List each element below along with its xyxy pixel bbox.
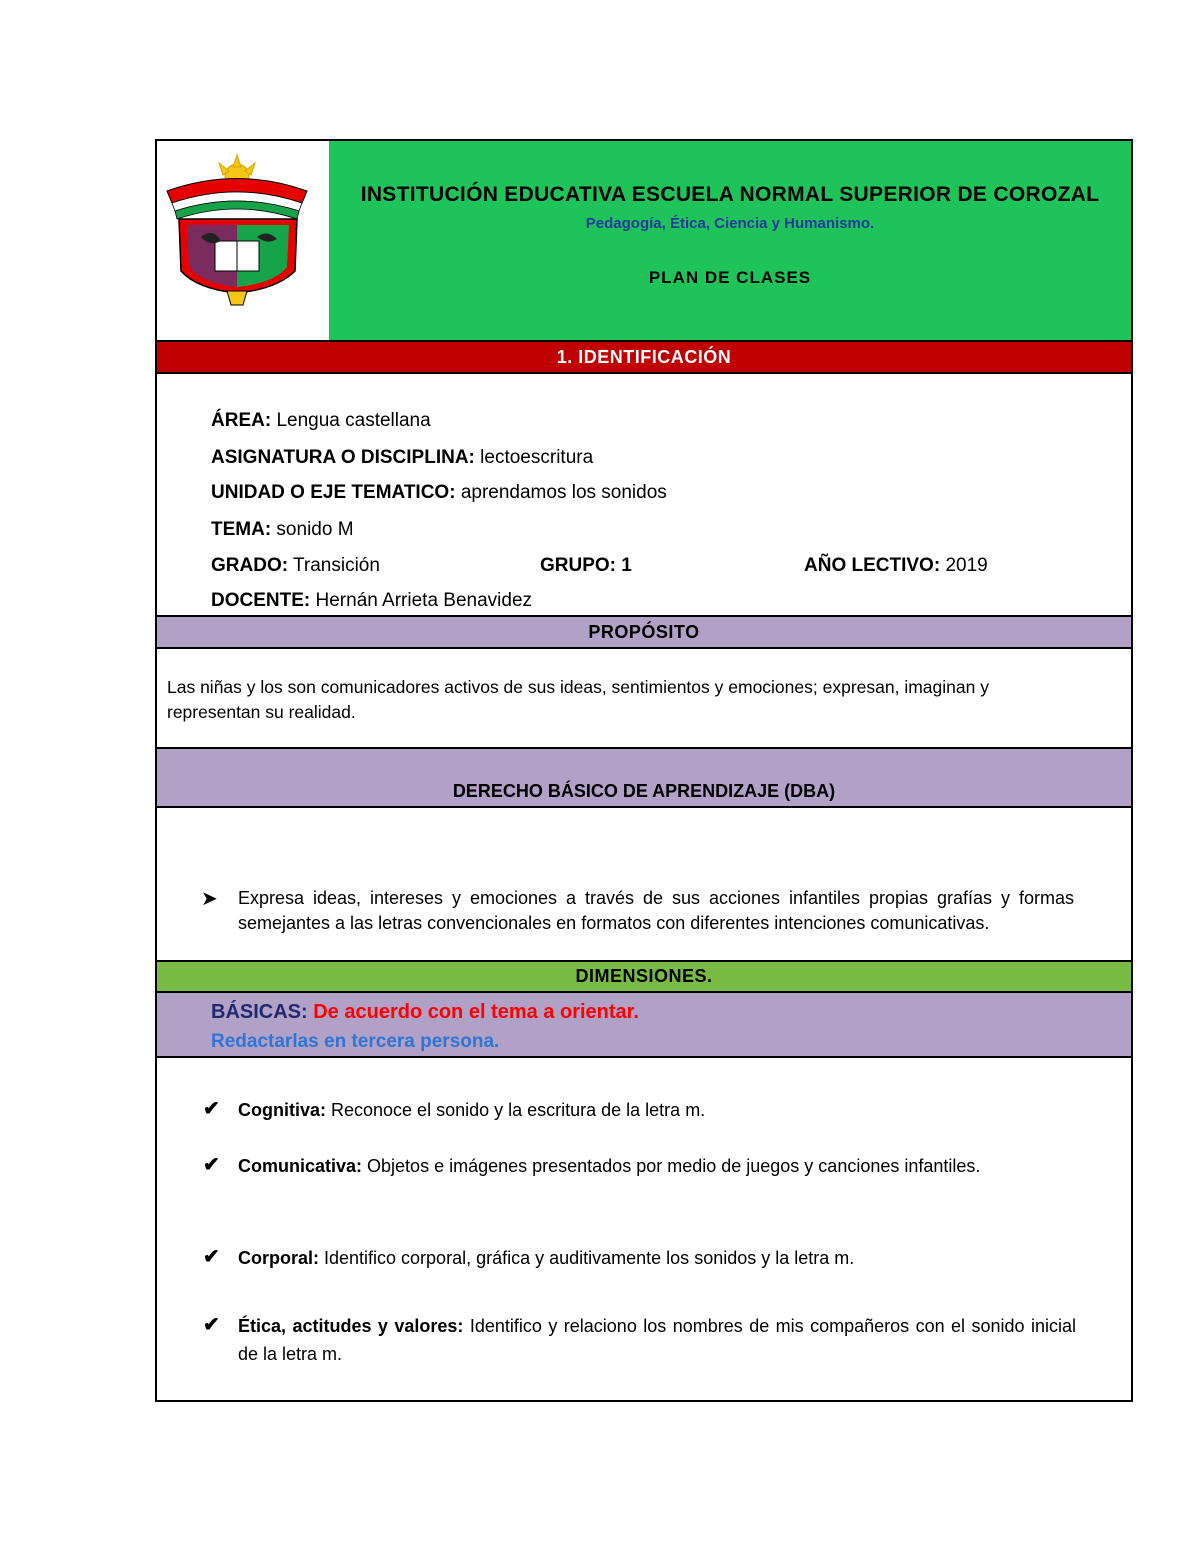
area-value: Lengua castellana [271,410,431,431]
institution-name: INSTITUCIÓN EDUCATIVA ESCUELA NORMAL SUPERIOR DE COROZAL [360,183,1100,206]
asignatura-row [211,447,593,469]
dimension-item-cognitiva [238,1096,1076,1124]
dba-bullet-text: Expresa ideas, intereses y emociones a través de sus acciones infantiles propias grafías y formas semejantes a las letras convencionales en formatos con diferentes intenciones comunicativas. [238,888,1074,933]
lesson-plan-document [155,139,1133,1402]
dimension-text: Identifico corporal, gráfica y auditivamente los sonidos y la letra m. [319,1248,855,1268]
checkmark-icon: ✔ [203,1246,220,1268]
area-label: ÁREA: [211,410,272,431]
basicas-line [211,1001,639,1024]
dimension-text: Identifico y relaciono los nombres de mis compañeros con el sonido inicial de la letra m. [238,1316,1076,1364]
grado-row [211,555,380,577]
dimension-label: Comunicativa: [238,1156,363,1176]
asignatura-value: lectoescritura [474,447,594,468]
dimensiones-header [157,960,1131,993]
area-row [211,410,431,432]
proposito-section [157,649,1131,749]
anio-row [804,555,988,577]
anio-label: AÑO LECTIVO: [804,555,941,576]
basicas-block [157,993,1131,1058]
proposito-header [157,615,1131,649]
grupo-label: GRUPO: 1 [540,555,632,576]
dba-title: DERECHO BÁSICO DE APRENDIZAJE (DBA) [452,781,836,801]
identificacion-title: 1. IDENTIFICACIÓN [556,346,732,367]
crest-icon [157,141,329,341]
dimension-item-corporal [238,1244,1076,1272]
unidad-row [211,482,667,504]
proposito-text: Las niñas y los son comunicadores activos de sus ideas, sentimientos y emociones; expresan, imaginan y representan su realidad. [167,677,989,722]
header-title-block [329,141,1131,341]
checkmark-icon: ✔ [203,1314,220,1336]
dimension-item-comunicativa [238,1152,1076,1180]
dba-header [157,749,1131,808]
dimension-label: Ética, actitudes y valores: [238,1316,464,1336]
grado-label: GRADO: [211,555,289,576]
dimension-label: Corporal: [238,1248,319,1268]
dimension-label: Cognitiva: [238,1100,326,1120]
grupo-field [540,555,632,577]
proposito-title: PROPÓSITO [588,621,700,642]
dimension-item-etica [238,1312,1076,1368]
dimensiones-list [157,1058,1131,1400]
tema-row [211,519,354,541]
docente-value: Hernán Arrieta Benavidez [310,590,533,611]
asignatura-label: ASIGNATURA O DISCIPLINA: [211,447,475,468]
tema-label: TEMA: [211,519,272,540]
unidad-value: aprendamos los sonidos [455,482,667,503]
checkmark-icon: ✔ [203,1154,220,1176]
tema-value: sonido M [271,519,354,540]
school-crest-logo [157,141,331,341]
identificacion-header [157,340,1131,374]
docente-row [211,590,532,612]
basicas-note: De acuerdo con el tema a orientar. [307,1001,639,1023]
checkmark-icon: ✔ [203,1098,220,1120]
dba-section [157,808,1131,960]
institution-motto: Pedagogía, Ética, Ciencia y Humanismo. [585,215,875,232]
dimension-text: Reconoce el sonido y la escritura de la letra m. [326,1100,706,1120]
redactar-note: Redactarlas en tercera persona. [211,1031,500,1052]
anio-value: 2019 [940,555,988,576]
identificacion-section [157,374,1131,615]
docente-label: DOCENTE: [211,590,311,611]
dimension-text: Objetos e imágenes presentados por medio de juegos y canciones infantiles. [362,1156,981,1176]
plan-title: PLAN DE CLASES [648,268,812,287]
arrow-bullet-icon: ➤ [201,888,218,910]
unidad-label: UNIDAD O EJE TEMATICO: [211,482,456,503]
basicas-label: BÁSICAS: [211,1001,308,1023]
dimensiones-title: DIMENSIONES. [575,966,713,986]
grado-value: Transición [288,555,380,576]
